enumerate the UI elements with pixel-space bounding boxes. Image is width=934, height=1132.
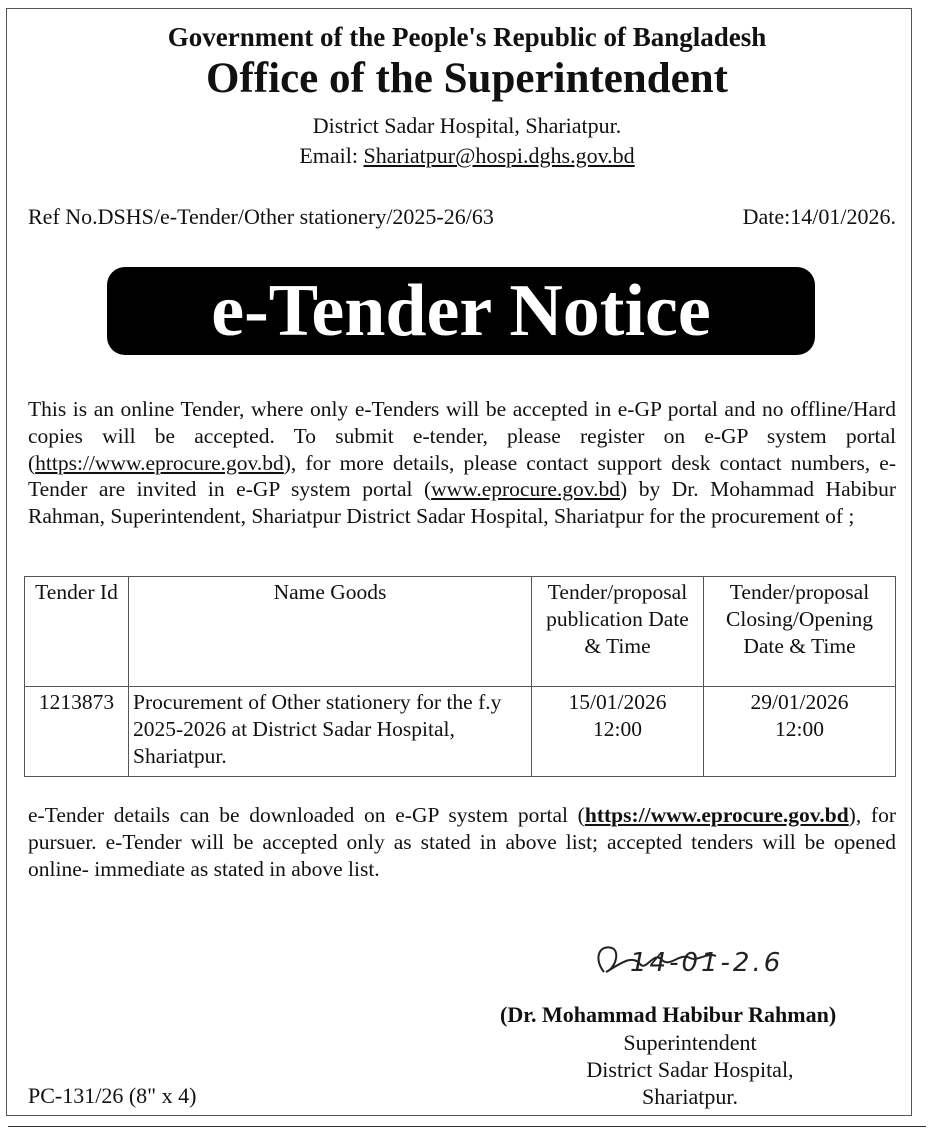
closing-date: 29/01/2026 <box>750 690 849 714</box>
signatory-institution: District Sadar Hospital, <box>586 1057 794 1082</box>
closing-time: 12:00 <box>775 716 824 741</box>
details-text-2: ), for pursuer. e-Tender will be accepted only as stated in above list; accepted tenders will be opened online- immediate as stated in above list. <box>28 803 896 881</box>
government-title: Government of the People's Republic of Bangladesh <box>167 22 767 52</box>
eprocure-short-link[interactable]: www.eprocure.gov.bd <box>431 477 621 502</box>
signature-date: 14-01-2.6 <box>630 948 784 978</box>
signatory-name: (Dr. Mohammad Habibur Rahman) <box>500 1002 837 1027</box>
details-text-1: e-Tender details can be downloaded on e-GP system portal ( <box>28 803 585 827</box>
eprocure-link[interactable]: https://www.eprocure.gov.bd <box>35 450 284 475</box>
header-tender-id: Tender Id <box>25 577 129 687</box>
notice-banner: e-Tender Notice <box>107 267 815 355</box>
email-label: Email: <box>299 143 358 168</box>
notice-date: Date:14/01/2026. <box>742 204 896 229</box>
header-closing: Tender/proposal Closing/Opening Date & Time <box>704 577 896 687</box>
email-line <box>0 143 934 169</box>
cell-publication <box>532 687 704 777</box>
email-link[interactable]: Shariatpur@hospi.dghs.gov.bd <box>363 143 635 168</box>
intro-text-1: This is an online Tender, where only e-Tenders will be accepted in e-GP portal and no offline/Hard copies will be accepted. To submit e-tender, please register on e-GP system portal ( <box>28 397 896 475</box>
cell-closing <box>704 687 896 777</box>
office-address: District Sadar Hospital, Shariatpur. <box>312 113 622 138</box>
intro-paragraph <box>28 396 896 530</box>
cell-name-goods: Procurement of Other stationery for the f.y 2025-2026 at District Sadar Hospital, Shariatpur. <box>129 687 532 777</box>
intro-text-3: ) by Dr. Mohammad Habibur Rahman, Superintendent, Shariatpur District Sadar Hospital, Shariatpur for the procurement of ; <box>28 477 896 529</box>
office-title: Office of the Superintendent <box>206 55 728 102</box>
table-row <box>25 687 896 777</box>
header-name-goods: Name Goods <box>129 577 532 687</box>
eprocure-bold-link[interactable]: https://www.eprocure.gov.bd <box>584 803 849 827</box>
pc-code: PC-131/26 (8" x 4) <box>28 1083 197 1108</box>
publication-time: 12:00 <box>593 716 642 741</box>
signatory-designation: Superintendent <box>623 1030 757 1055</box>
bottom-divider <box>8 1126 926 1127</box>
cell-tender-id: 1213873 <box>25 687 129 777</box>
tender-table <box>24 576 896 777</box>
details-paragraph <box>28 802 896 882</box>
header-publication: Tender/proposal publication Date & Time <box>532 577 704 687</box>
publication-date: 15/01/2026 <box>568 690 667 714</box>
reference-number: Ref No.DSHS/e-Tender/Other stationery/2025-26/63 <box>28 204 494 229</box>
table-header-row <box>25 577 896 687</box>
intro-text-2: ), for more details, please contact support desk contact numbers, e-Tender are invited in e-GP system portal ( <box>28 450 896 502</box>
signatory-place: Shariatpur. <box>642 1084 738 1109</box>
